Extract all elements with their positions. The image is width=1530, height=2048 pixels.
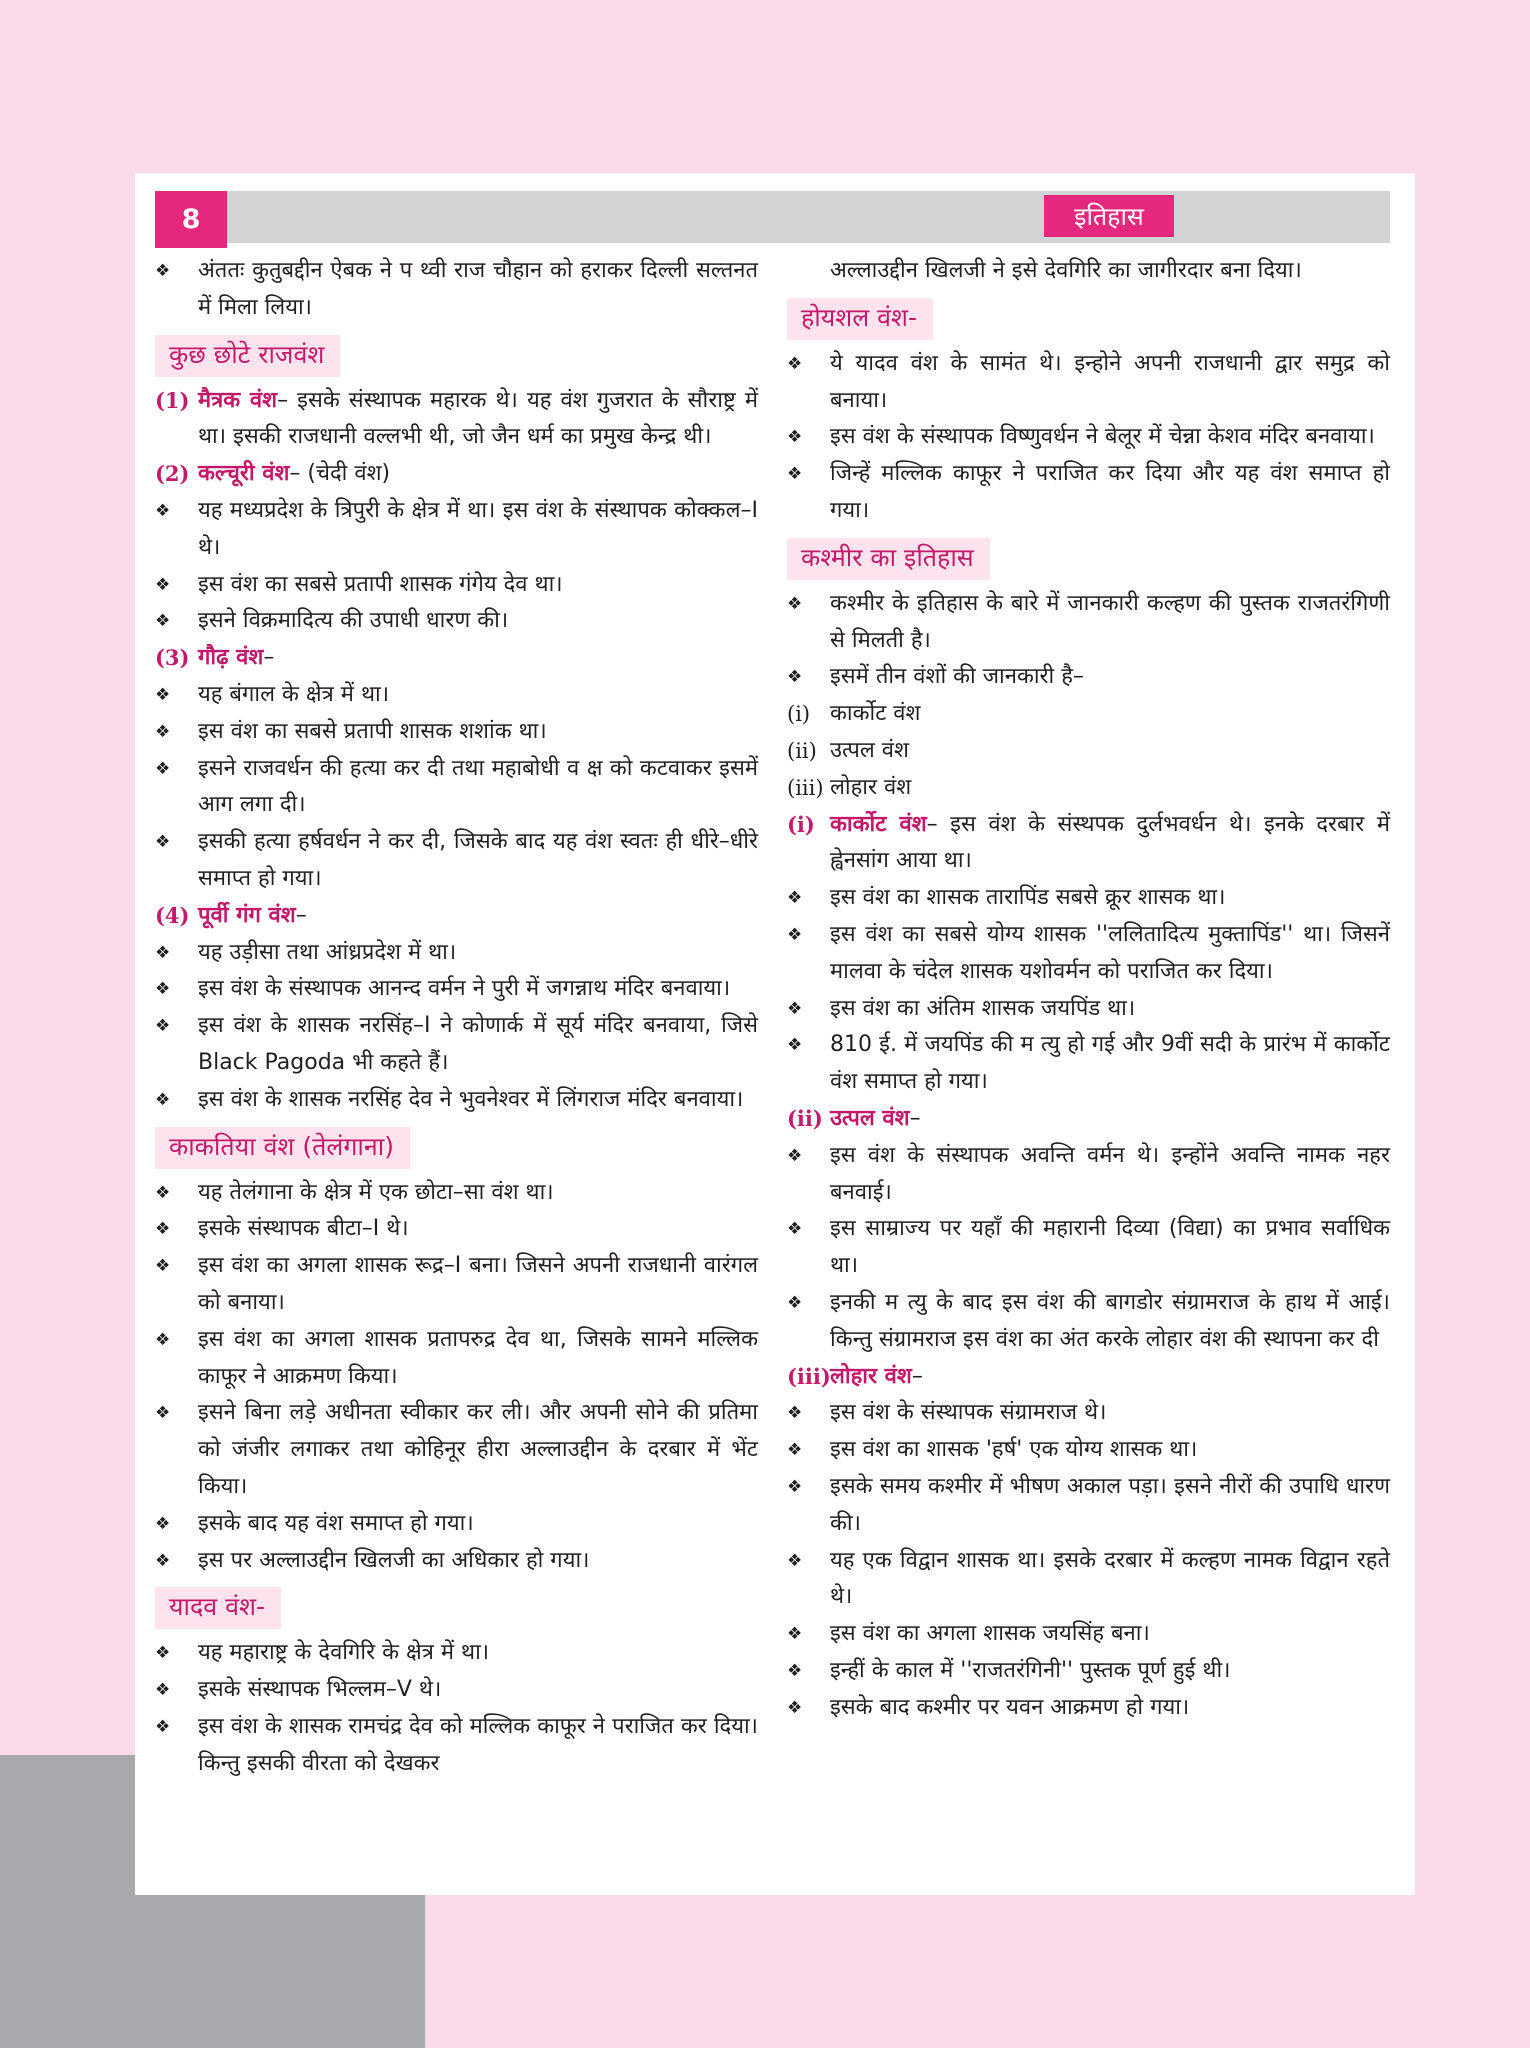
bullet-text: इस वंश के शासक रामचंद्र देव को मल्लिक काफूर ने पराजित कर दिया। किन्तु इसकी वीरता को देखकर bbox=[198, 1713, 758, 1776]
bullet-item bbox=[787, 1027, 1390, 1101]
bullet-marker-icon: ❖ bbox=[787, 353, 803, 374]
section-heading-wrap bbox=[155, 1119, 758, 1175]
bullet-marker-icon: ❖ bbox=[155, 261, 171, 281]
bullet-item bbox=[155, 971, 758, 1008]
bullet-text: इस वंश का अंतिम शासक जयपिंड था। bbox=[830, 995, 1136, 1021]
bullet-text: यह उड़ीसा तथा आंध्रप्रदेश में था। bbox=[198, 939, 457, 965]
bullet-text: – bbox=[263, 645, 275, 671]
bullet-item bbox=[787, 1543, 1390, 1617]
bullet-marker-icon: ❖ bbox=[787, 1035, 803, 1056]
section-title: इतिहास bbox=[1044, 195, 1174, 237]
bullet-item bbox=[155, 1506, 758, 1543]
bullet-text: इस वंश का सबसे प्रतापी शासक शशांक था। bbox=[198, 718, 547, 744]
bullet-item bbox=[787, 586, 1390, 660]
bullet-marker-icon: ❖ bbox=[787, 888, 803, 909]
bullet-text: कार्कोट वंश bbox=[830, 701, 921, 727]
bullet-item bbox=[155, 567, 758, 604]
bullet-item bbox=[155, 1248, 758, 1322]
item-number: (3) bbox=[155, 645, 190, 671]
section-heading: काकतिया वंश (तेलंगाना) bbox=[155, 1127, 410, 1169]
section-heading-wrap bbox=[155, 327, 758, 383]
bullet-text: – इसके संस्थापक महारक थे। यह वंश गुजरात के सौराष्ट्र में था। इसकी राजधानी वल्लभी थी, जो जैन धर्म का प्रमुख केन्द्र थी। bbox=[198, 387, 758, 450]
header-bar bbox=[155, 191, 1390, 243]
bullet-marker-icon: ❖ bbox=[787, 1660, 803, 1681]
bullet-marker-icon: ❖ bbox=[155, 1403, 171, 1424]
bullet-item bbox=[787, 917, 1390, 991]
bullet-item bbox=[155, 1322, 758, 1396]
bullet-text: इस वंश का सबसे प्रतापी शासक गंगेय देव था। bbox=[198, 571, 563, 597]
bullet-item bbox=[787, 346, 1390, 420]
bullet-marker-icon: ❖ bbox=[155, 1219, 171, 1240]
section-heading-wrap bbox=[787, 290, 1390, 346]
item-number: (2) bbox=[155, 461, 190, 487]
bullet-marker-icon: ❖ bbox=[155, 1089, 171, 1110]
bullet-text: लोहार वंश bbox=[830, 774, 912, 800]
bullet-text: उत्पल वंश bbox=[830, 737, 909, 763]
bullet-marker-icon: ❖ bbox=[787, 1440, 803, 1461]
bullet-item bbox=[155, 824, 758, 898]
bullet-item bbox=[787, 1653, 1390, 1690]
bullet-marker-icon: ❖ bbox=[155, 574, 171, 595]
bullet-marker-icon: ❖ bbox=[787, 1476, 803, 1497]
bullet-text: यह महाराष्ट्र के देवगिरि के क्षेत्र में था। bbox=[198, 1640, 490, 1666]
bullet-text: इस वंश के शासक नरसिंह देव ने भुवनेश्वर में लिंगराज मंदिर बनवाया। bbox=[198, 1086, 744, 1112]
bullet-marker-icon: ❖ bbox=[787, 593, 803, 614]
bullet-text: अल्लाउद्दीन खिलजी ने इसे देवगिरि का जागीरदार बना दिया। bbox=[830, 258, 1302, 283]
bullet-text: इस वंश के संस्थापक आनन्द वर्मन ने पुरी में जगन्नाथ मंदिर बनवाया। bbox=[198, 976, 731, 1002]
section-heading-wrap bbox=[787, 530, 1390, 586]
bullet-text: यह एक विद्वान शासक था। इसके दरबार में कल्हण नामक विद्वान रहते थे। bbox=[830, 1547, 1390, 1610]
bullet-marker-icon: ❖ bbox=[787, 998, 803, 1019]
bullet-item bbox=[787, 659, 1390, 696]
bullet-item bbox=[155, 1082, 758, 1119]
bullet-item bbox=[787, 1616, 1390, 1653]
bullet-text: इसके बाद यह वंश समाप्त हो गया। bbox=[198, 1510, 474, 1536]
bullet-marker-icon: ❖ bbox=[155, 1643, 171, 1664]
bullet-text: ये यादव वंश के सामंत थे। इन्होने अपनी राजधानी द्वार समुद्र को बनाया। bbox=[830, 350, 1390, 413]
bullet-item bbox=[155, 935, 758, 972]
bullet-marker-icon: ❖ bbox=[155, 1550, 171, 1571]
bullet-marker-icon: ❖ bbox=[787, 1697, 803, 1718]
bullet-marker-icon: ❖ bbox=[155, 1016, 171, 1037]
bullet-marker-icon: ❖ bbox=[787, 1550, 803, 1571]
bullet-item bbox=[155, 1008, 758, 1082]
dynasty-keyword: मैत्रक वंश bbox=[198, 387, 278, 413]
item-number: (i) bbox=[787, 811, 815, 837]
bullet-marker-icon: ❖ bbox=[155, 1680, 171, 1701]
bullet-item bbox=[155, 1709, 758, 1783]
bullet-text: इसके संस्थापक बीटा–I थे। bbox=[198, 1216, 409, 1242]
bullet-text: इसके समय कश्मीर में भीषण अकाल पड़ा। इसने नीरों की उपाधि धारण की। bbox=[830, 1473, 1390, 1536]
bullet-marker-icon: ❖ bbox=[155, 979, 171, 1000]
bullet-item bbox=[155, 1672, 758, 1709]
section-heading-wrap bbox=[155, 1579, 758, 1635]
bullet-text: इस वंश का अगला शासक प्रतापरुद्र देव था, जिसके सामने मल्लिक काफूर ने आक्रमण किया। bbox=[198, 1326, 758, 1389]
bullet-item bbox=[155, 898, 758, 935]
bullet-text: इस वंश का अगला शासक रूद्र–I बना। जिसने अपनी राजधानी वारंगल को बनाया। bbox=[198, 1253, 758, 1315]
bullet-item bbox=[787, 1101, 1390, 1138]
bullet-text: इस पर अल्लाउद्दीन खिलजी का अधिकार हो गया। bbox=[198, 1547, 590, 1573]
bullet-item bbox=[787, 880, 1390, 917]
bullet-marker-icon: ❖ bbox=[787, 1145, 803, 1166]
bullet-item bbox=[155, 456, 758, 493]
bullet-item bbox=[787, 1690, 1390, 1727]
bullet-marker-icon: ❖ bbox=[155, 500, 171, 521]
bullet-marker-icon: ❖ bbox=[787, 1292, 803, 1313]
bullet-item bbox=[787, 733, 1390, 770]
bullet-text: यह बंगाल के क्षेत्र में था। bbox=[198, 681, 390, 707]
bullet-item bbox=[155, 751, 758, 825]
bullet-text: इस वंश का सबसे योग्य शासक ''ललितादित्य मुक्तापिंड'' था। जिसनें मालवा के चंदेल शासक यशोवर्मन को पराजित कर दिया। bbox=[830, 921, 1390, 984]
bullet-text: इसने राजवर्धन की हत्या कर दी तथा महाबोधी व क्ष को कटवाकर इसमें आग लगा दी। bbox=[198, 755, 758, 818]
bullet-text: – (चेदी वंश) bbox=[289, 461, 391, 487]
bullet-text: कश्मीर के इतिहास के बारे में जानकारी कल्हण की पुस्तक राजतरंगिणी से मिलती है। bbox=[830, 590, 1390, 653]
bullet-item bbox=[155, 1211, 758, 1248]
dynasty-keyword: पूर्वी गंग वंश bbox=[198, 902, 296, 928]
item-number: (i) bbox=[787, 702, 811, 727]
bullet-text: इस वंश के संस्थापक संग्रामराज थे। bbox=[830, 1400, 1107, 1426]
bullet-item bbox=[155, 253, 758, 327]
bullet-text: – bbox=[911, 1363, 923, 1389]
bullet-item bbox=[155, 640, 758, 677]
bullet-item bbox=[787, 1138, 1390, 1212]
bullet-marker-icon: ❖ bbox=[155, 721, 171, 742]
bullet-item bbox=[787, 1211, 1390, 1285]
bullet-item bbox=[155, 677, 758, 714]
bullet-item bbox=[155, 1635, 758, 1672]
bullet-text: जिन्हें मल्लिक काफूर ने पराजित कर दिया और यह वंश समाप्त हो गया। bbox=[830, 461, 1390, 523]
bullet-item bbox=[787, 456, 1390, 530]
bullet-item bbox=[787, 696, 1390, 733]
bullet-marker-icon: ❖ bbox=[787, 1403, 803, 1424]
bullet-text: इसमें तीन वंशों की जानकारी है– bbox=[830, 664, 1084, 690]
bullet-text: – इस वंश के संस्थपक दुर्लभवर्धन थे। इनके दरबार में ह्वेनसांग आया था। bbox=[830, 811, 1390, 874]
page-number: 8 bbox=[155, 191, 227, 248]
bullet-item bbox=[155, 383, 758, 457]
bullet-item bbox=[787, 419, 1390, 456]
bullet-marker-icon: ❖ bbox=[787, 427, 803, 448]
bullet-item bbox=[155, 1395, 758, 1505]
bullet-marker-icon: ❖ bbox=[155, 1329, 171, 1350]
bullet-marker-icon: ❖ bbox=[155, 684, 171, 705]
bullet-text: इस वंश के संस्थापक अवन्ति वर्मन थे। इन्होंने अवन्ति नामक नहर बनवाई। bbox=[830, 1142, 1390, 1205]
bullet-text: यह मध्यप्रदेश के त्रिपुरी के क्षेत्र में था। इस वंश के संस्थापक कोक्कल–I थे। bbox=[198, 497, 758, 560]
bullet-item bbox=[787, 1285, 1390, 1359]
bullet-text: इसके बाद कश्मीर पर यवन आक्रमण हो गया। bbox=[830, 1694, 1190, 1720]
bullet-item bbox=[787, 991, 1390, 1028]
bullet-marker-icon: ❖ bbox=[155, 611, 171, 632]
bullet-item bbox=[155, 493, 758, 567]
bullet-item bbox=[155, 603, 758, 640]
bullet-text: इसने बिना लड़े अधीनता स्वीकार कर ली। और अपनी सोने की प्रतिमा को जंजीर लगाकर तथा कोहिनूर हीरा अल्लाउद्दीन के दरबार में भेंट किया। bbox=[198, 1400, 758, 1499]
left-column bbox=[155, 253, 758, 1782]
bullet-text: इस वंश के संस्थापक विष्णुवर्धन ने बेलूर में चेन्ना केशव मंदिर बनवाया। bbox=[830, 424, 1375, 450]
bullet-text: – bbox=[909, 1105, 921, 1131]
bullet-text: – bbox=[295, 902, 307, 928]
bullet-marker-icon: ❖ bbox=[155, 832, 171, 853]
dynasty-keyword: कल्चूरी वंश bbox=[198, 461, 290, 487]
bullet-marker-icon: ❖ bbox=[155, 1716, 171, 1737]
bullet-item bbox=[787, 770, 1390, 807]
bullet-text: इसने विक्रमादित्य की उपाधी धारण की। bbox=[198, 608, 509, 634]
bullet-item bbox=[155, 714, 758, 751]
item-number: (ii) bbox=[787, 1105, 823, 1131]
dynasty-keyword: लोहार वंश bbox=[830, 1363, 912, 1389]
bullet-text: इस वंश का शासक तारापिंड सबसे क्रूर शासक था। bbox=[830, 885, 1226, 911]
bullet-item bbox=[155, 1175, 758, 1212]
bullet-item bbox=[787, 253, 1390, 290]
section-heading: कश्मीर का इतिहास bbox=[787, 538, 990, 580]
bullet-item bbox=[787, 1395, 1390, 1432]
bullet-marker-icon: ❖ bbox=[155, 942, 171, 963]
right-column bbox=[787, 253, 1390, 1726]
item-number: (iii) bbox=[787, 1363, 831, 1389]
bullet-text: अंततः कुतुबद्दीन ऐबक ने प थ्वी राज चौहान को हराकर दिल्ली सल्तनत में मिला लिया। bbox=[198, 258, 758, 320]
bullet-marker-icon: ❖ bbox=[787, 1624, 803, 1645]
dynasty-keyword: उत्पल वंश bbox=[830, 1105, 910, 1131]
bullet-marker-icon: ❖ bbox=[155, 1182, 171, 1203]
dynasty-keyword: गौढ़ वंश bbox=[198, 645, 264, 671]
bullet-text: यह तेलंगाना के क्षेत्र में एक छोटा–सा वंश था। bbox=[198, 1179, 554, 1205]
bullet-marker-icon: ❖ bbox=[155, 1256, 171, 1277]
bullet-text: इसकी हत्या हर्षवर्धन ने कर दी, जिसके बाद यह वंश स्वतः ही धीरे–धीरे समाप्त हो गया। bbox=[198, 829, 758, 891]
bullet-text: इसके संस्थापक भिल्लम–V थे। bbox=[198, 1677, 442, 1703]
bullet-marker-icon: ❖ bbox=[787, 1219, 803, 1240]
item-number: (iii) bbox=[787, 775, 824, 800]
bullet-item bbox=[787, 807, 1390, 881]
book-page bbox=[135, 173, 1415, 1895]
bullet-marker-icon: ❖ bbox=[155, 1513, 171, 1534]
bullet-text: इनकी म त्यु के बाद इस वंश की बागडोर संग्रामराज के हाथ में आई। किन्तु संग्रामराज इस वंश का अंत करके लोहार वंश की स्थापना कर दी bbox=[830, 1289, 1390, 1352]
item-number: (4) bbox=[155, 902, 190, 928]
bullet-marker-icon: ❖ bbox=[155, 758, 171, 779]
bullet-item bbox=[155, 1543, 758, 1580]
bullet-marker-icon: ❖ bbox=[787, 464, 803, 485]
bullet-text: इस वंश का शासक 'हर्ष' एक योग्य शासक था। bbox=[830, 1437, 1198, 1463]
bullet-text: इस वंश के शासक नरसिंह–I ने कोणार्क में सूर्य मंदिर बनवाया, जिसे Black Pagoda भी कहते हैं। bbox=[198, 1013, 758, 1075]
bullet-item bbox=[787, 1359, 1390, 1396]
section-heading: कुछ छोटे राजवंश bbox=[155, 335, 340, 377]
bullet-text: इस वंश का अगला शासक जयसिंह बना। bbox=[830, 1621, 1150, 1647]
bullet-marker-icon: ❖ bbox=[787, 924, 803, 945]
item-number: (1) bbox=[155, 387, 190, 413]
item-number: (ii) bbox=[787, 738, 817, 763]
bullet-marker-icon: ❖ bbox=[787, 667, 803, 688]
section-heading: होयशल वंश- bbox=[787, 298, 933, 340]
dynasty-keyword: कार्कोट वंश bbox=[830, 811, 927, 837]
bullet-text: इन्हीं के काल में ''राजतरंगिनी'' पुस्तक पूर्ण हुई थी। bbox=[830, 1657, 1231, 1683]
section-heading: यादव वंश- bbox=[155, 1587, 281, 1629]
bullet-item bbox=[787, 1432, 1390, 1469]
bullet-item bbox=[787, 1469, 1390, 1543]
bullet-text: 810 ई. में जयपिंड की म त्यु हो गई और 9वीं सदी के प्रारंभ में कार्कोट वंश समाप्त हो गया। bbox=[830, 1032, 1390, 1095]
bullet-text: इस साम्राज्य पर यहाँ की महारानी दिव्या (विद्या) का प्रभाव सर्वाधिक था। bbox=[830, 1216, 1390, 1279]
